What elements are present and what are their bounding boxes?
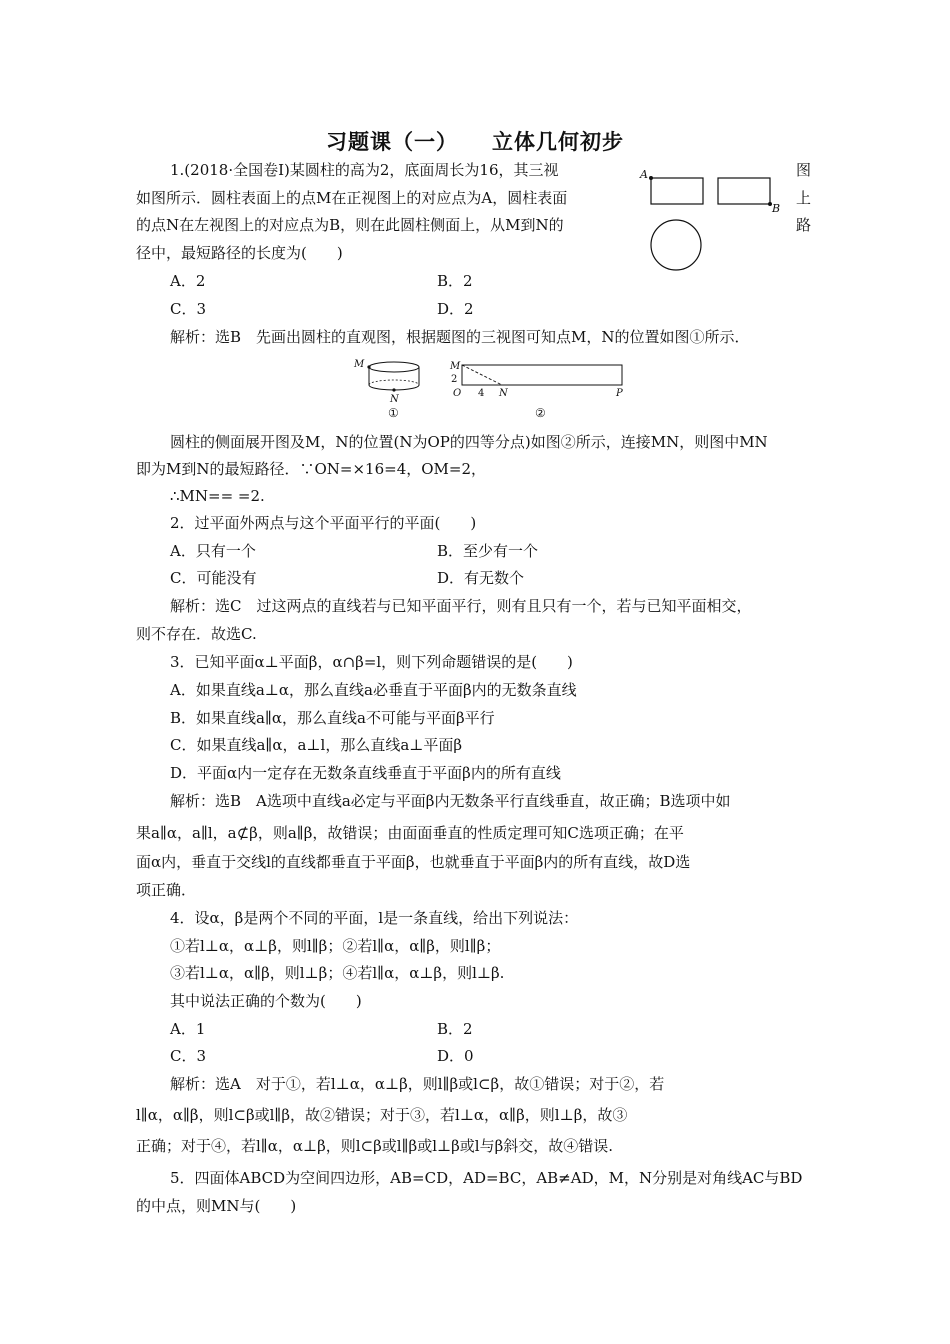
q2-option-d: D．有无数个 xyxy=(437,569,525,587)
q2-option-b: B．至少有一个 xyxy=(437,542,539,560)
q1-analysis-line-4: ∴MN== =2. xyxy=(170,487,265,505)
fig1-label-m: M xyxy=(354,359,365,370)
fig2-label-p: P xyxy=(616,388,623,399)
q4-ask: 其中说法正确的个数为( ) xyxy=(170,992,362,1010)
page-title xyxy=(0,126,950,156)
q2-option-a: A．只有一个 xyxy=(170,542,256,560)
q3-option-a: A．如果直线a⊥α，那么直线a必垂直于平面β内的无数条直线 xyxy=(170,681,577,699)
side-view-rect xyxy=(718,178,770,204)
fig2-label-n: N xyxy=(499,388,508,399)
fig2-label-2: 2 xyxy=(451,374,458,385)
q3-option-b: B．如果直线a∥α，那么直线a不可能与平面β平行 xyxy=(170,709,495,727)
q1-side-char-3: 路 xyxy=(796,216,812,234)
q3-stem: 3．已知平面α⊥平面β，α∩β=l，则下列命题错误的是( ) xyxy=(170,653,573,671)
fig2-caption: ② xyxy=(535,406,546,420)
q3-option-d: D．平面α内一定存在无数条直线垂直于平面β内的所有直线 xyxy=(170,764,561,782)
q3-analysis-line-3: 面α内，垂直于交线l的直线都垂直于平面β，也就垂直于平面β内的所有直线，故D选 xyxy=(136,853,691,871)
q4-option-b: B．2 xyxy=(437,1020,473,1038)
q1-stem-line-2: 如图所示．圆柱表面上的点M在正视图上的对应点为A，圆柱表面 xyxy=(136,189,568,207)
q2-analysis-line-2: 则不存在．故选C. xyxy=(136,625,257,643)
q1-stem-line-4: 径中，最短路径的长度为( ) xyxy=(136,244,343,262)
label-a: A xyxy=(640,168,648,181)
fig2-label-4: 4 xyxy=(478,388,485,399)
q1-side-char-2: 上 xyxy=(796,189,812,207)
q1-figure-1-cylinder xyxy=(350,353,440,423)
q4-analysis-line-1: 解析：选A 对于①，若l⊥α，α⊥β，则l∥β或l⊂β，故①错误；对于②，若 xyxy=(170,1075,665,1093)
q2-option-c: C．可能没有 xyxy=(170,569,257,587)
front-view-rect xyxy=(651,178,703,204)
q1-three-view-figure xyxy=(636,170,786,280)
q5-stem-line-2: 的中点，则MN与( ) xyxy=(136,1197,297,1215)
q1-option-d: D．2 xyxy=(437,300,474,318)
q1-figure-2-unfolded xyxy=(448,353,638,423)
title-topic: 立体几何初步 xyxy=(492,130,624,154)
top-view-circle xyxy=(651,220,701,270)
q4-item-line-1: ①若l⊥α，α⊥β，则l∥β；②若l∥α，α∥β，则l∥β； xyxy=(170,937,501,955)
q1-stem-line-3: 的点N在左视图上的对应点为B，则在此圆柱侧面上，从M到N的 xyxy=(136,216,564,234)
q4-option-c: C．3 xyxy=(170,1047,207,1065)
q4-option-a: A．1 xyxy=(170,1020,206,1038)
q3-analysis-line-1: 解析：选B A选项中直线a必定与平面β内无数条平行直线垂直，故正确；B选项中如 xyxy=(170,792,731,810)
q4-option-d: D．0 xyxy=(437,1047,474,1065)
q1-analysis-line-1: 解析：选B 先画出圆柱的直观图，根据题图的三视图可知点M，N的位置如图①所示． xyxy=(170,328,750,346)
q2-analysis-line-1: 解析：选C 过这两点的直线若与已知平面平行，则有且只有一个，若与已知平面相交， xyxy=(170,597,752,615)
q1-analysis-line-2: 圆柱的侧面展开图及M，N的位置(N为OP的四等分点)如图②所示，连接MN，则图中MN xyxy=(170,433,768,451)
fig1-caption: ① xyxy=(388,406,399,420)
q1-option-a: A．2 xyxy=(170,272,206,290)
q1-option-c: C．3 xyxy=(170,300,207,318)
q1-stem-line-1: 1.(2018·全国卷Ⅰ)某圆柱的高为2，底面周长为16，其三视 xyxy=(170,161,559,179)
q3-option-c: C．如果直线a∥α，a⊥l，那么直线a⊥平面β xyxy=(170,736,463,754)
q1-option-b: B．2 xyxy=(437,272,473,290)
q2-stem: 2．过平面外两点与这个平面平行的平面( ) xyxy=(170,514,477,532)
fig2-label-m: M xyxy=(450,361,461,372)
q4-stem: 4．设α，β是两个不同的平面，l是一条直线，给出下列说法： xyxy=(170,909,579,927)
q4-item-line-2: ③若l⊥α，α∥β，则l⊥β；④若l∥α，α⊥β，则l⊥β. xyxy=(170,964,505,982)
q3-analysis-line-4: 项正确． xyxy=(136,881,197,899)
q3-analysis-line-2: 果a∥α，a∥l，a⊄β，则a∥β，故错误；由面面垂直的性质定理可知C选项正确；在平 xyxy=(136,824,684,842)
q5-stem-line-1: 5．四面体ABCD为空间四边形，AB=CD，AD=BC，AB≠AD，M，N分别是对角线AC与BD xyxy=(170,1169,803,1187)
fig2-label-o: O xyxy=(453,388,462,399)
q1-side-char-1: 图 xyxy=(796,161,812,179)
title-lesson: 习题课（一） xyxy=(326,130,458,154)
q1-analysis-line-3: 即为M到N的最短路径．∵ON=×16=4，OM=2， xyxy=(136,460,487,478)
fig1-label-n: N xyxy=(390,394,399,405)
q4-analysis-line-2: l∥α，α∥β，则l⊂β或l∥β，故②错误；对于③，若l⊥α，α∥β，则l⊥β，故③ xyxy=(136,1106,628,1124)
label-b: B xyxy=(772,202,781,215)
q4-analysis-line-3: 正确；对于④，若l∥α，α⊥β，则l⊂β或l∥β或l⊥β或l与β斜交，故④错误. xyxy=(136,1137,614,1155)
